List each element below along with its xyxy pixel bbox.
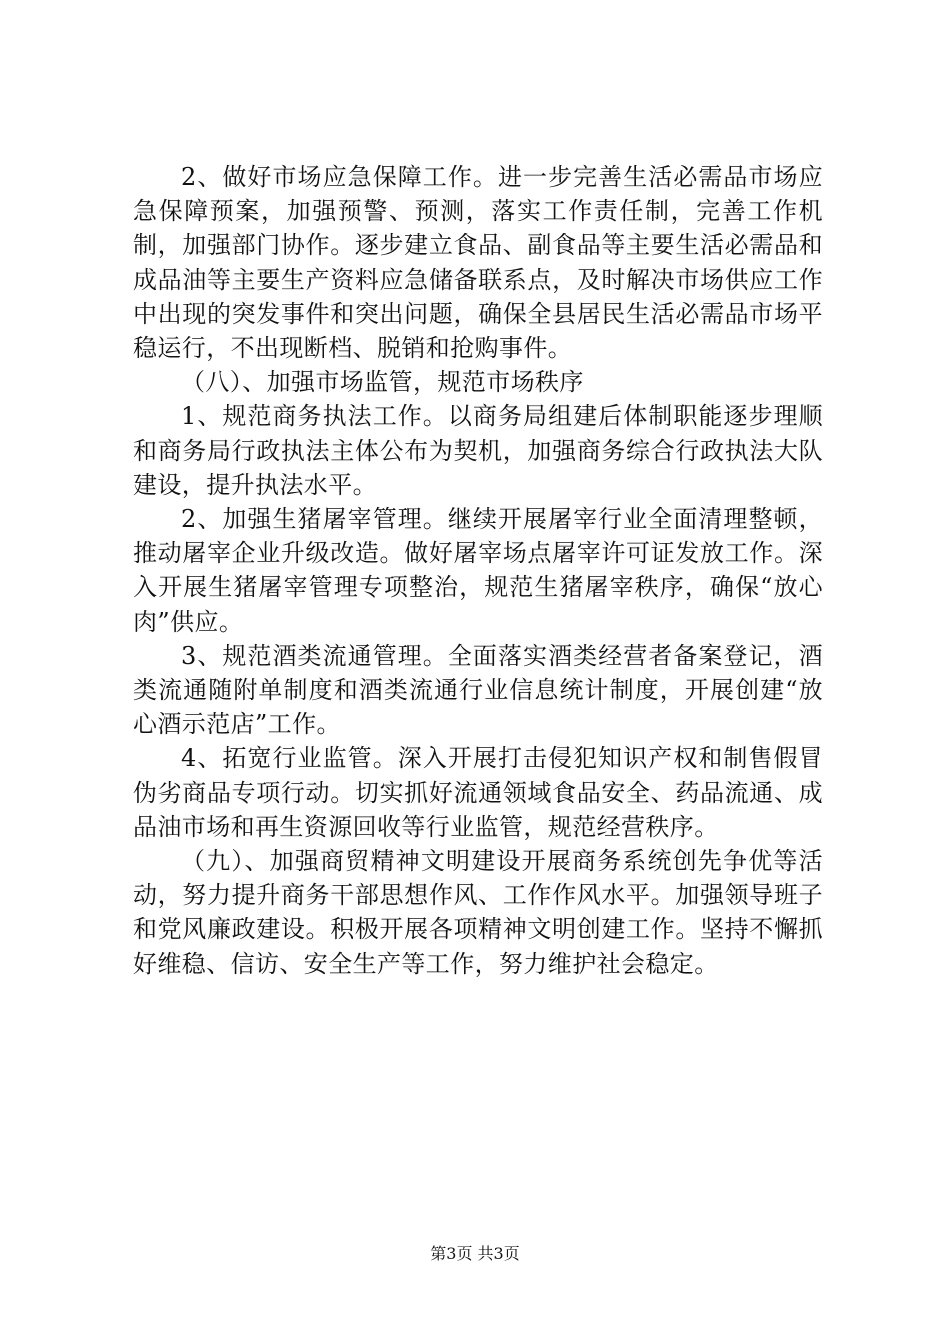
section-paragraph-nine: （九）、加强商贸精神文明建设开展商务系统创先争优等活动，努力提升商务干部思想作风、工作作风水平。加强领导班子和党风廉政建设。积极开展各项精神文明创建工作。坚持不懈抓好维稳、信访、安全生产等工作，努力维护社会稳定。 bbox=[133, 847, 823, 978]
paragraph-commerce-enforcement: 1、规范商务执法工作。以商务局组建后体制职能逐步理顺和商务局行政执法主体公布为契机，加强商务综合行政执法大队建设，提升执法水平。 bbox=[133, 402, 823, 499]
section-heading-eight: （八）、加强市场监管，规范市场秩序 bbox=[181, 368, 584, 397]
page-number: 第3页 共3页 bbox=[430, 1244, 520, 1263]
paragraph-pig-slaughter: 2、加强生猪屠宰管理。继续开展屠宰行业全面清理整顿，推动屠宰企业升级改造。做好屠宰场点屠宰许可证发放工作。深入开展生猪屠宰管理专项整治，规范生猪屠宰秩序，确保“放心肉”供应。 bbox=[133, 505, 823, 636]
paragraph-liquor-circulation: 3、规范酒类流通管理。全面落实酒类经营者备案登记，酒类流通随附单制度和酒类流通行业信息统计制度，开展创建“放心酒示范店”工作。 bbox=[133, 641, 823, 739]
page-footer bbox=[0, 1244, 950, 1264]
paragraph-industry-supervision: 4、拓宽行业监管。深入开展打击侵犯知识产权和制售假冒伪劣商品专项行动。切实抓好流通领域食品安全、药品流通、成品油市场和再生资源回收等行业监管，规范经营秩序。 bbox=[133, 744, 823, 841]
paragraph-market-emergency: 2、做好市场应急保障工作。进一步完善生活必需品市场应急保障预案，加强预警、预测，落实工作责任制，完善工作机制，加强部门协作。逐步建立食品、副食品等主要生活必需品和成品油等主要生产资料应急储备联系点，及时解决市场供应工作中出现的突发事件和突出问题，确保全县居民生活必需品市场平稳运行，不出现断档、脱销和抢购事件。 bbox=[133, 163, 823, 363]
document-body bbox=[133, 160, 823, 981]
